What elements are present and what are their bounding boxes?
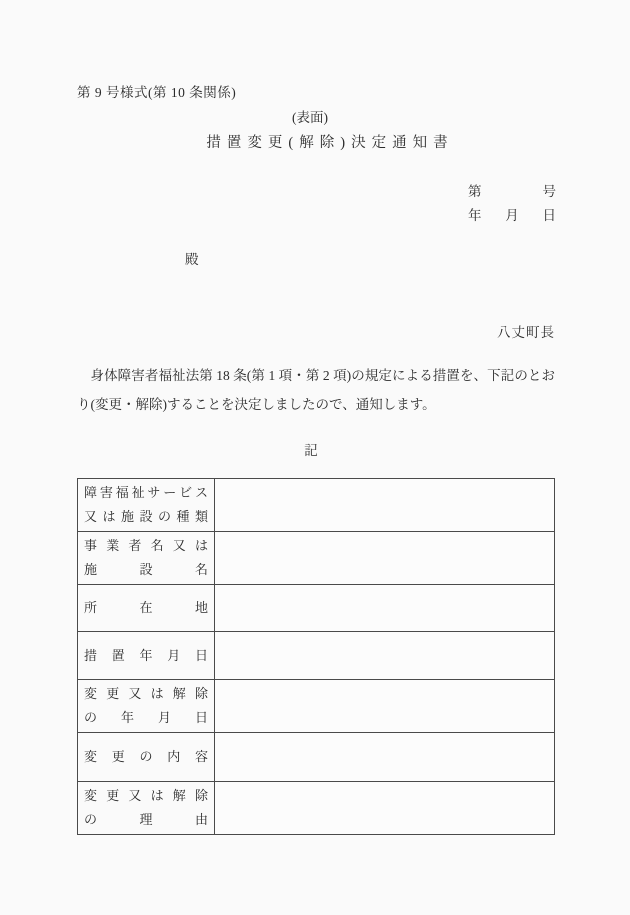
row-value-cell: [215, 532, 555, 585]
table-row: [78, 532, 555, 585]
form-number: 第 9 号様式(第 10 条関係): [77, 85, 237, 100]
row-label-cell: [78, 782, 215, 835]
row-label-line: 変更の内容: [84, 749, 208, 764]
body-paragraph: 身体障害者福祉法第 18 条(第 1 項・第 2 項)の規定による措置を、下記のとおり(変更・解除)することを決定しましたので、通知します。: [77, 368, 555, 412]
doc-number-prefix: 第: [468, 184, 482, 199]
row-label-line: 事業者名又は: [84, 538, 208, 553]
row-label-line: の年月日: [84, 710, 208, 725]
record-marker: 記: [304, 443, 318, 458]
row-label-line: 障害福祉サービス: [84, 485, 208, 500]
row-label-line: 所在地: [84, 600, 208, 615]
row-value-cell: [215, 585, 555, 632]
date-month-label: 月: [505, 208, 519, 223]
table-row: [78, 733, 555, 782]
doc-number-suffix: 号: [542, 184, 556, 199]
table-row: [78, 585, 555, 632]
row-label-cell: [78, 632, 215, 680]
row-value-cell: [215, 782, 555, 835]
document-number-line: [468, 180, 556, 200]
row-label-line: の理由: [84, 812, 208, 827]
row-label-line: 又は施設の種類: [84, 509, 208, 524]
row-label-cell: [78, 479, 215, 532]
row-value-cell: [215, 479, 555, 532]
side-label: (表面): [292, 110, 328, 125]
table-row: [78, 632, 555, 680]
row-label-line: 変更又は解除: [84, 686, 208, 701]
date-year-label: 年: [468, 208, 482, 223]
row-value-cell: [215, 733, 555, 782]
form-table: [77, 478, 555, 835]
date-day-label: 日: [542, 208, 556, 223]
row-value-cell: [215, 680, 555, 733]
row-label-cell: [78, 532, 215, 585]
table-row: [78, 479, 555, 532]
row-label-line: 施設名: [84, 562, 208, 577]
row-label-cell: [78, 680, 215, 733]
date-line: [468, 204, 556, 224]
table-row: [78, 680, 555, 733]
row-label-line: 変更又は解除: [84, 788, 208, 803]
table-row: [78, 782, 555, 835]
issuer-name: 八丈町長: [497, 325, 555, 340]
row-label-cell: [78, 733, 215, 782]
row-label-cell: [78, 585, 215, 632]
row-label-line: 措置年月日: [84, 647, 208, 663]
addressee-honorific: 殿: [185, 252, 199, 267]
row-value-cell: [215, 632, 555, 680]
document-title: 措置変更(解除)決定通知書: [206, 135, 454, 151]
